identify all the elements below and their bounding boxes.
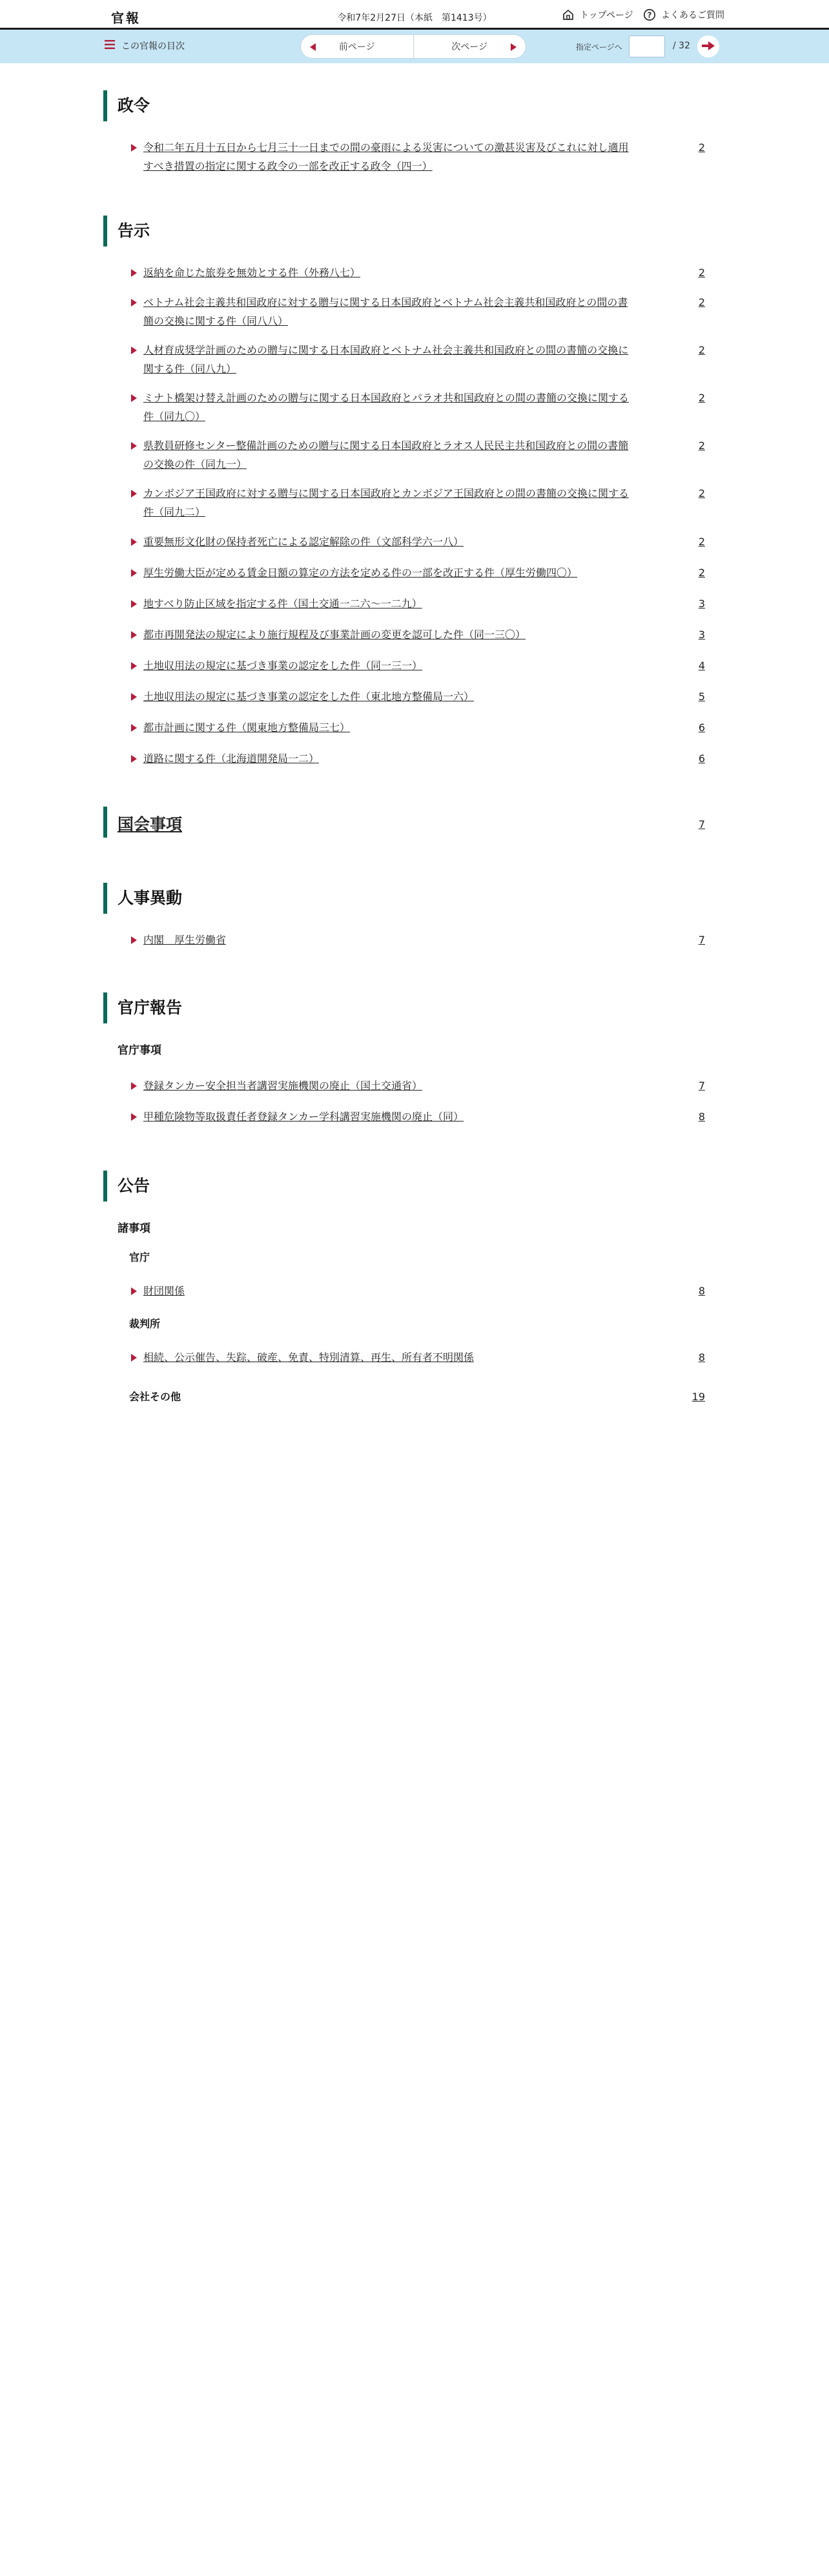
group-title: 会社その他 xyxy=(129,1391,181,1403)
prev-page-label: 前ページ xyxy=(338,42,375,52)
page-link[interactable]: 6 xyxy=(698,721,705,734)
next-page-label: 次ページ xyxy=(451,42,488,52)
page-link[interactable]: 2 xyxy=(698,392,705,404)
page-link[interactable]: 7 xyxy=(698,934,705,946)
page-link[interactable]: 2 xyxy=(698,439,705,452)
triangle-left-icon xyxy=(310,43,316,51)
section-kancho xyxy=(103,992,705,1126)
item-list xyxy=(103,1282,705,1300)
list-item xyxy=(103,594,705,613)
site-header xyxy=(0,0,829,30)
top-page-link[interactable] xyxy=(562,8,633,21)
item-link[interactable]: 都市再開発法の規定により施行規程及び事業計画の変更を認可した件（同一三〇） xyxy=(143,629,526,641)
issue-date: 令和7年2月27日（本紙 第1413号） xyxy=(337,13,492,23)
triangle-right-icon xyxy=(511,43,517,51)
list-item xyxy=(103,749,705,768)
hamburger-icon xyxy=(105,40,115,52)
list-item xyxy=(103,718,705,737)
page-link[interactable]: 4 xyxy=(698,659,705,672)
item-link[interactable]: カンボジア王国政府に対する贈与に関する日本国政府とカンボジア王国政府との間の書簡の交換に関する件（同九二） xyxy=(143,487,629,518)
list-item xyxy=(103,625,705,644)
goto-page-label: 指定ページへ xyxy=(576,43,622,52)
list-item xyxy=(103,931,705,949)
item-link[interactable]: 厚生労働大臣が定める賃金日額の算定の方法を定める件の一部を改正する件（厚生労働四〇） xyxy=(143,567,578,579)
section-seirei xyxy=(103,90,705,176)
section-title: 官庁報告 xyxy=(103,992,705,1023)
list-item xyxy=(103,1282,705,1300)
list-item xyxy=(103,532,705,551)
item-link[interactable]: 重要無形文化財の保持者死亡による認定解除の件（文部科学六一八） xyxy=(143,536,464,548)
subsection-title: 諸事項 xyxy=(118,1222,150,1235)
group-title-link xyxy=(103,1389,705,1405)
list-item xyxy=(103,138,705,176)
section-title: 告示 xyxy=(103,216,705,247)
list-item xyxy=(103,388,705,426)
faq-label: よくあるご質問 xyxy=(661,10,724,21)
page-link[interactable]: 5 xyxy=(698,690,705,703)
arrow-right-icon xyxy=(702,41,715,52)
page-link[interactable]: 19 xyxy=(691,1391,705,1403)
page-link[interactable]: 3 xyxy=(698,629,705,641)
item-link[interactable]: 土地収用法の規定に基づき事業の認定をした件（東北地方整備局一六） xyxy=(143,690,475,703)
section-jinji xyxy=(103,883,705,949)
page-link[interactable]: 2 xyxy=(698,536,705,548)
item-link[interactable]: 道路に関する件（北海道開発局一二） xyxy=(143,752,320,765)
section-title: 公告 xyxy=(103,1171,705,1202)
item-link[interactable]: 令和二年五月十五日から七月三十一日までの間の豪雨による災害についての激甚災害及びこれに対し適用すべき措置の指定に関する政令の一部を改正する政令（四一） xyxy=(143,141,629,172)
item-list xyxy=(103,1348,705,1367)
list-item xyxy=(103,1076,705,1095)
page-link[interactable]: 7 xyxy=(698,818,705,830)
item-link[interactable]: 相続、公示催告、失踪、破産、免責、特別清算、再生、所有者不明関係 xyxy=(143,1351,475,1363)
list-item xyxy=(103,687,705,706)
subsection-title: 官庁事項 xyxy=(118,1044,161,1057)
item-list xyxy=(103,931,705,949)
top-page-label: トップページ xyxy=(580,10,633,21)
item-link[interactable]: 県教員研修センター整備計画のための贈与に関する日本国政府とラオス人民民主共和国政府との間の書簡の交換の件（同九一） xyxy=(143,439,629,470)
item-list xyxy=(103,263,705,768)
go-button[interactable] xyxy=(697,35,719,57)
page-link[interactable]: 8 xyxy=(698,1111,705,1123)
section-koukoku xyxy=(103,1171,705,1405)
svg-text:?: ? xyxy=(647,10,652,20)
prev-page-button[interactable] xyxy=(301,35,413,58)
page-link[interactable]: 7 xyxy=(698,1080,705,1092)
group-title: 裁判所 xyxy=(129,1318,161,1330)
page-link[interactable]: 2 xyxy=(698,344,705,356)
item-link[interactable]: 甲種危険物等取扱責任者登録タンカー学科講習実施機関の廃止（同） xyxy=(143,1111,464,1123)
section-title: 人事異動 xyxy=(103,883,705,914)
item-link[interactable]: 内閣 厚生労働省 xyxy=(143,934,227,946)
item-list xyxy=(103,138,705,176)
page-link[interactable]: 8 xyxy=(698,1285,705,1297)
page-link[interactable]: 2 xyxy=(698,296,705,308)
item-link[interactable]: 返納を命じた旅券を無効とする件（外務八七） xyxy=(143,267,361,279)
list-item xyxy=(103,563,705,582)
group-title: 官庁 xyxy=(129,1251,150,1263)
toc-button[interactable] xyxy=(105,39,185,52)
toc-label: この官報の目次 xyxy=(121,41,185,52)
list-item xyxy=(103,293,705,330)
item-link[interactable]: 人材育成奨学計画のための贈与に関する日本国政府とベトナム社会主義共和国政府との間の書簡の交換に関する件（同八九） xyxy=(143,344,629,375)
list-item xyxy=(103,436,705,474)
item-link[interactable]: ミナト橋架け替え計画のための贈与に関する日本国政府とパラオ共和国政府との間の書簡の交換に関する件（同九〇） xyxy=(143,392,629,423)
page-link[interactable]: 8 xyxy=(698,1351,705,1363)
section-title: 政令 xyxy=(103,90,705,121)
item-list xyxy=(103,1076,705,1126)
list-item xyxy=(103,341,705,378)
list-item xyxy=(103,263,705,282)
item-link[interactable]: 登録タンカー安全担当者講習実施機関の廃止（国土交通省） xyxy=(143,1080,423,1092)
section-kokkai xyxy=(103,807,705,843)
question-icon xyxy=(643,8,656,21)
section-title-link[interactable]: 国会事項 xyxy=(118,815,183,834)
next-page-button[interactable] xyxy=(413,35,526,58)
page-navbar xyxy=(0,30,829,63)
item-link[interactable]: 地すべり防止区域を指定する件（国土交通一二六〜一二九） xyxy=(143,598,422,610)
item-link[interactable]: 財団関係 xyxy=(143,1285,185,1297)
page-total: / 32 xyxy=(673,41,690,51)
pager xyxy=(301,35,526,58)
kanpo-logo[interactable]: 官報 xyxy=(111,10,141,26)
item-link[interactable]: 土地収用法の規定に基づき事業の認定をした件（同一三一） xyxy=(143,659,423,672)
list-item xyxy=(103,656,705,675)
page-link[interactable]: 2 xyxy=(698,141,705,154)
page-link[interactable]: 3 xyxy=(698,598,705,610)
section-title xyxy=(103,807,705,843)
item-link[interactable]: 都市計画に関する件（関東地方整備局三七） xyxy=(143,721,351,734)
list-item xyxy=(103,1107,705,1126)
list-item xyxy=(103,1348,705,1367)
page-link[interactable]: 2 xyxy=(698,267,705,279)
page-link[interactable]: 6 xyxy=(698,752,705,765)
list-item xyxy=(103,484,705,521)
section-kokuji xyxy=(103,216,705,768)
home-icon xyxy=(562,8,575,21)
page-link[interactable]: 2 xyxy=(698,487,705,499)
page-number-input[interactable] xyxy=(629,35,665,57)
faq-link[interactable] xyxy=(643,8,724,21)
item-link[interactable]: ベトナム社会主義共和国政府に対する贈与に関する日本国政府とベトナム社会主義共和国政府との間の書簡の交換に関する件（同八八） xyxy=(143,296,628,327)
page-link[interactable]: 2 xyxy=(698,567,705,579)
